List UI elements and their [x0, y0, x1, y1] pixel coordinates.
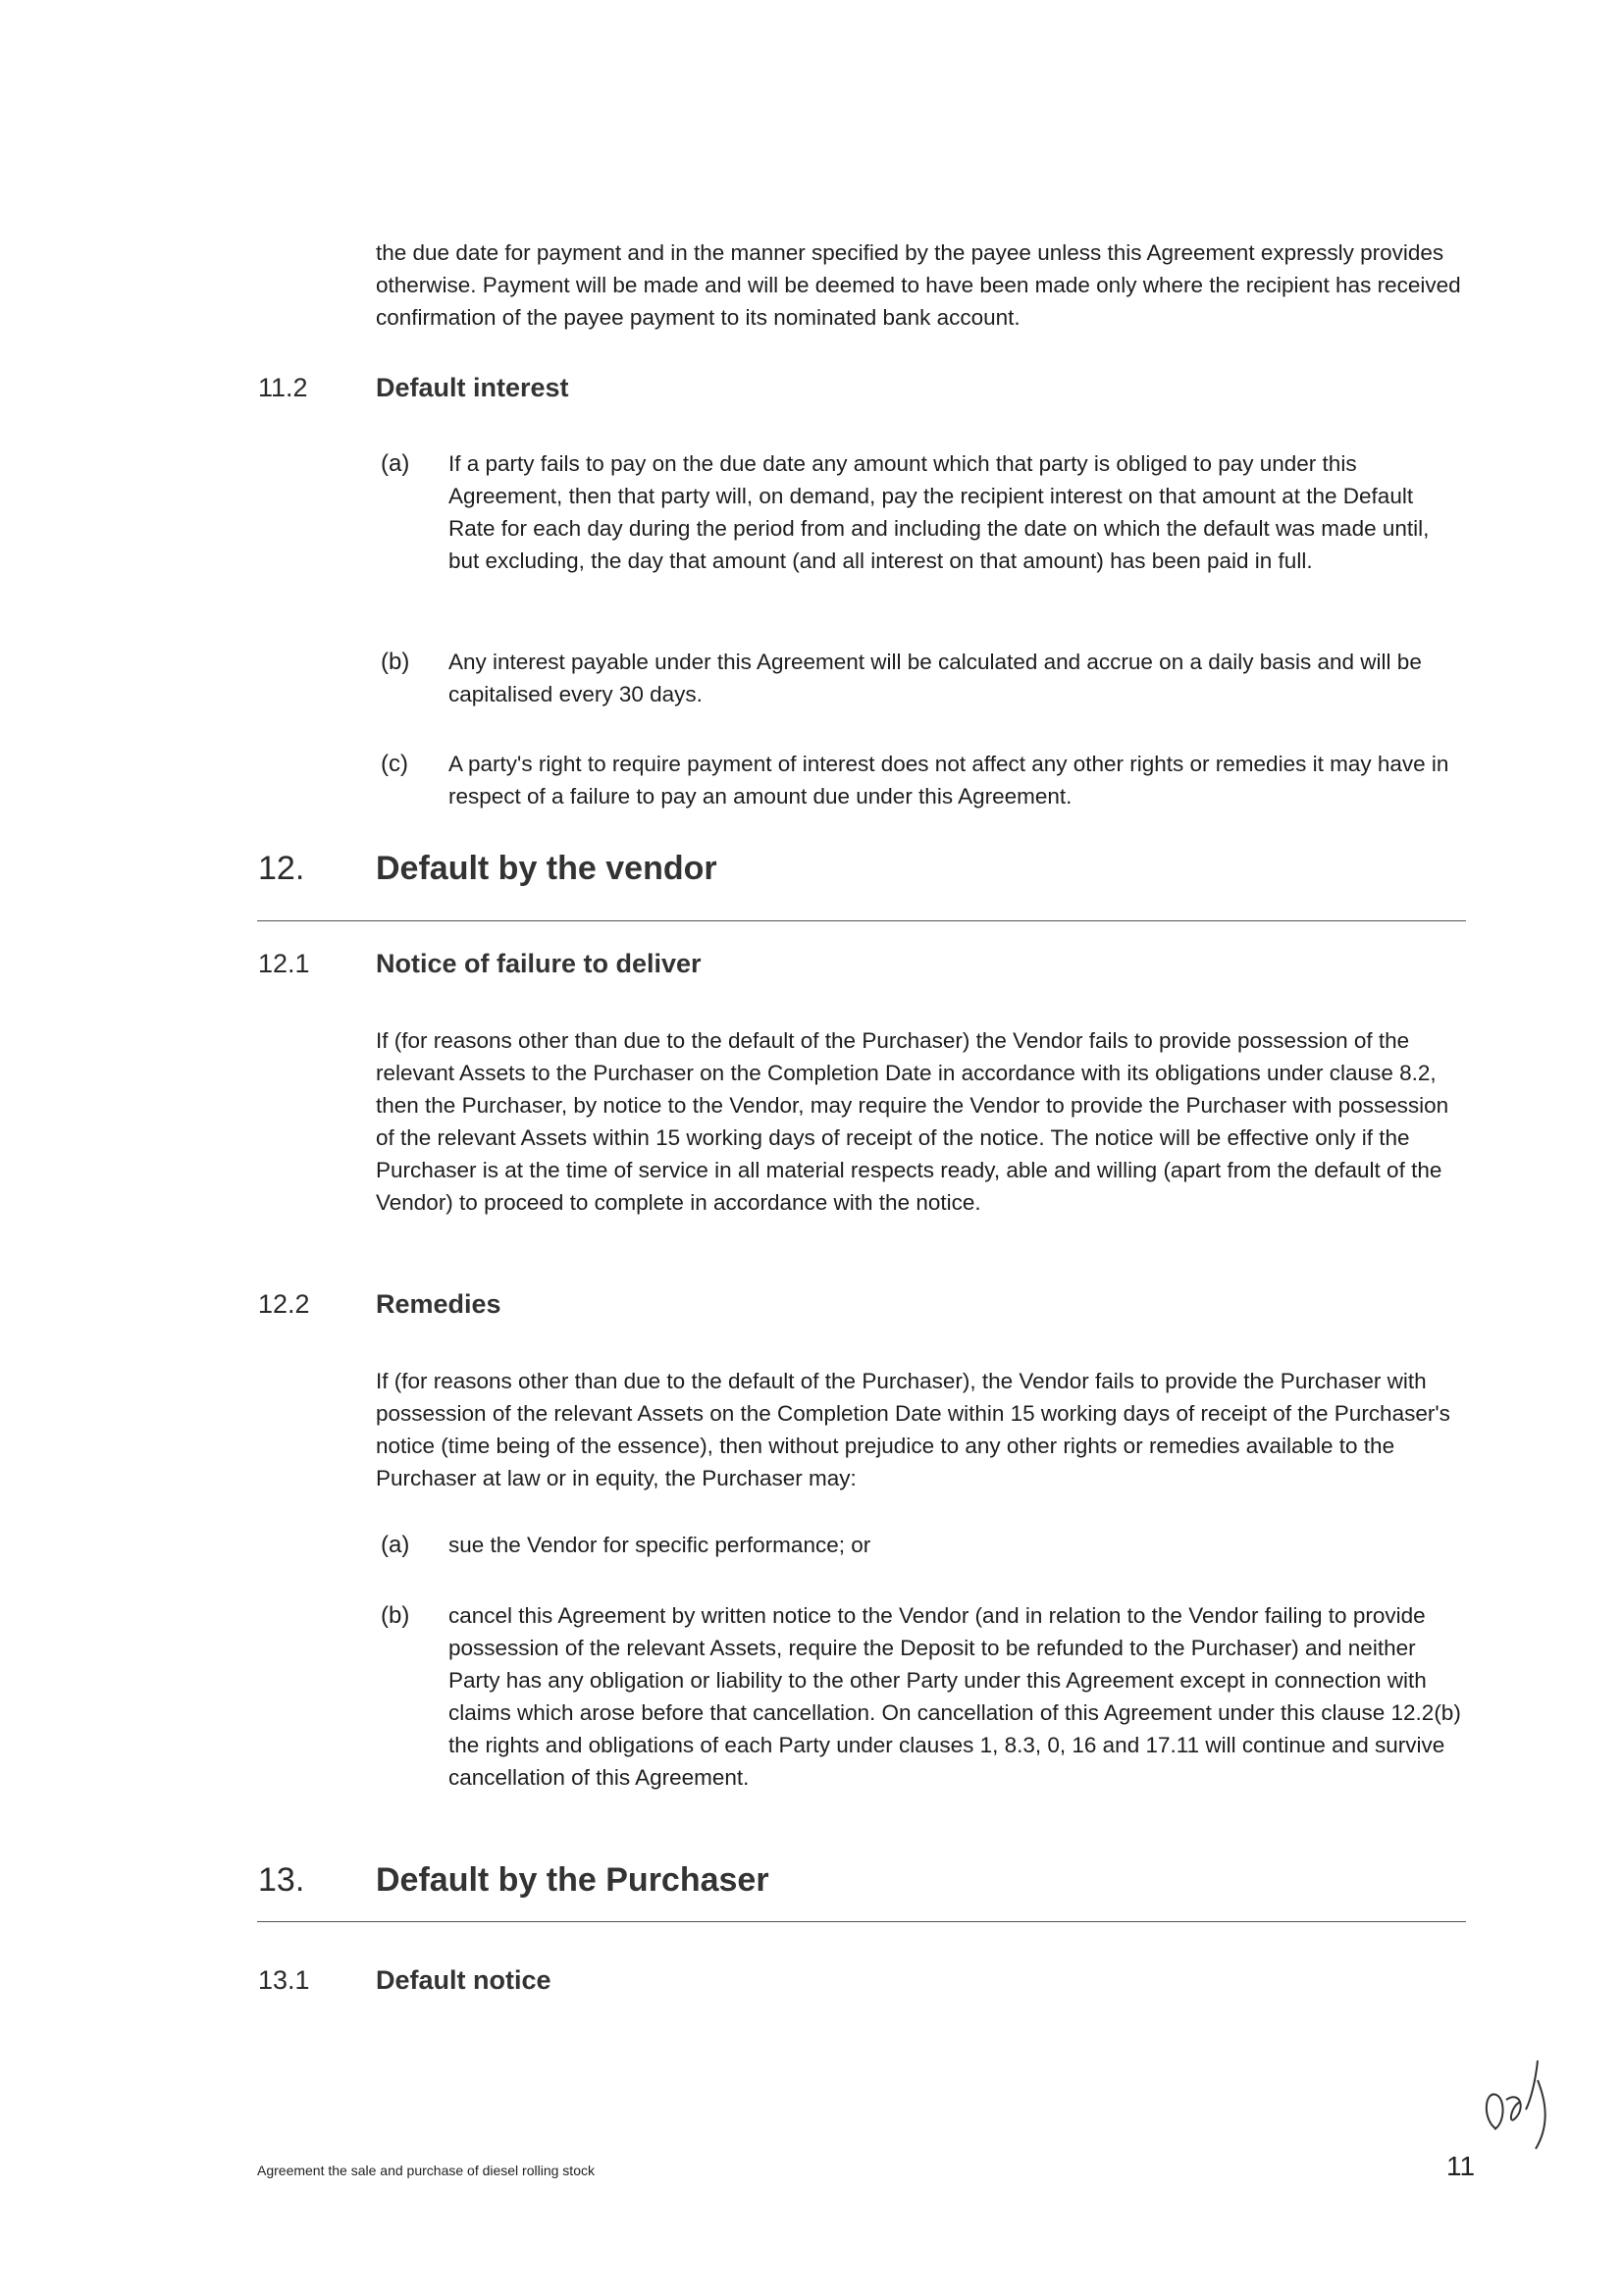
- list-item: [376, 1599, 1465, 1794]
- clause-number: 13.1: [258, 1965, 310, 1995]
- item-text: sue the Vendor for specific performance; or: [448, 1533, 871, 1557]
- clause-heading: Default notice: [376, 1965, 551, 1995]
- clause-number: 12.2: [258, 1289, 310, 1319]
- list-item: [376, 646, 1465, 710]
- item-text: A party's right to require payment of interest does not affect any other rights or remedies it may have in respect of a failure to pay an amount due under this Agreement.: [448, 752, 1449, 809]
- clause-paragraph: If (for reasons other than due to the default of the Purchaser), the Vendor fails to provide the Purchaser with possession of the relevant Assets on the Completion Date within 15 working days of receipt of the Purchaser's notice (time being of the essence), then without prejudice to any other rights or remedies available to the Purchaser at law or in equity, the Purchaser may:: [376, 1369, 1450, 1490]
- item-label: (c): [381, 751, 408, 777]
- list-item: [376, 447, 1465, 577]
- item-text: Any interest payable under this Agreement will be calculated and accrue on a daily basis and will be capitalised every 30 days.: [448, 650, 1422, 706]
- item-text: cancel this Agreement by written notice to the Vendor (and in relation to the Vendor failing to provide possession of the relevant Assets, require the Deposit to be refunded to the Purchaser) and neither Party has any obligation or liability to the other Party under this Agreement except in connection with claims which arose before that cancellation. On cancellation of this Agreement under this clause 12.2(b) the rights and obligations of each Party under clauses 1, 8.3, 0, 16 and 17.11 will continue and survive cancellation of this Agreement.: [448, 1603, 1461, 1790]
- item-text: If a party fails to pay on the due date any amount which that party is obliged to pay under this Agreement, then that party will, on demand, pay the recipient interest on that amount at the Default Rate for each day during the period from and including the date on which the default was made until, but excluding, the day that amount (and all interest on that amount) has been paid in full.: [448, 451, 1430, 573]
- item-label: (b): [381, 649, 410, 675]
- footer-title: Agreement the sale and purchase of diesel rolling stock: [257, 2163, 595, 2178]
- section-heading: Default by the vendor: [376, 850, 717, 887]
- clause-number: 12.1: [258, 949, 310, 978]
- section-heading: Default by the Purchaser: [376, 1861, 769, 1899]
- intro-paragraph: the due date for payment and in the manner specified by the payee unless this Agreement expressly provides otherwise. Payment will be made and will be deemed to have been made only where the recipient has received confirmation of the payee payment to its nominated bank account.: [376, 240, 1461, 330]
- section-number: 12.: [258, 850, 305, 887]
- list-item: [376, 1529, 1465, 1561]
- section-divider: [257, 1921, 1466, 1922]
- list-item: [376, 748, 1465, 812]
- clause-paragraph: If (for reasons other than due to the default of the Purchaser) the Vendor fails to provide possession of the relevant Assets to the Purchaser on the Completion Date in accordance with its obligations under clause 8.2, then the Purchaser, by notice to the Vendor, may require the Vendor to provide the Purchaser with possession of the relevant Assets within 15 working days of receipt of the notice. The notice will be effective only if the Purchaser is at the time of service in all material respects ready, able and willing (apart from the default of the Vendor) to proceed to complete in accordance with the notice.: [376, 1028, 1449, 1215]
- item-label: (a): [381, 1532, 410, 1558]
- page-number: 11: [1446, 2151, 1476, 2181]
- clause-heading: Notice of failure to deliver: [376, 949, 702, 978]
- clause-heading: Default interest: [376, 373, 569, 402]
- item-label: (b): [381, 1602, 410, 1629]
- initials-signature: [1477, 2051, 1565, 2159]
- section-divider: [257, 920, 1466, 921]
- item-label: (a): [381, 450, 410, 477]
- clause-heading: Remedies: [376, 1289, 501, 1319]
- clause-number: 11.2: [258, 373, 308, 402]
- section-number: 13.: [258, 1861, 305, 1899]
